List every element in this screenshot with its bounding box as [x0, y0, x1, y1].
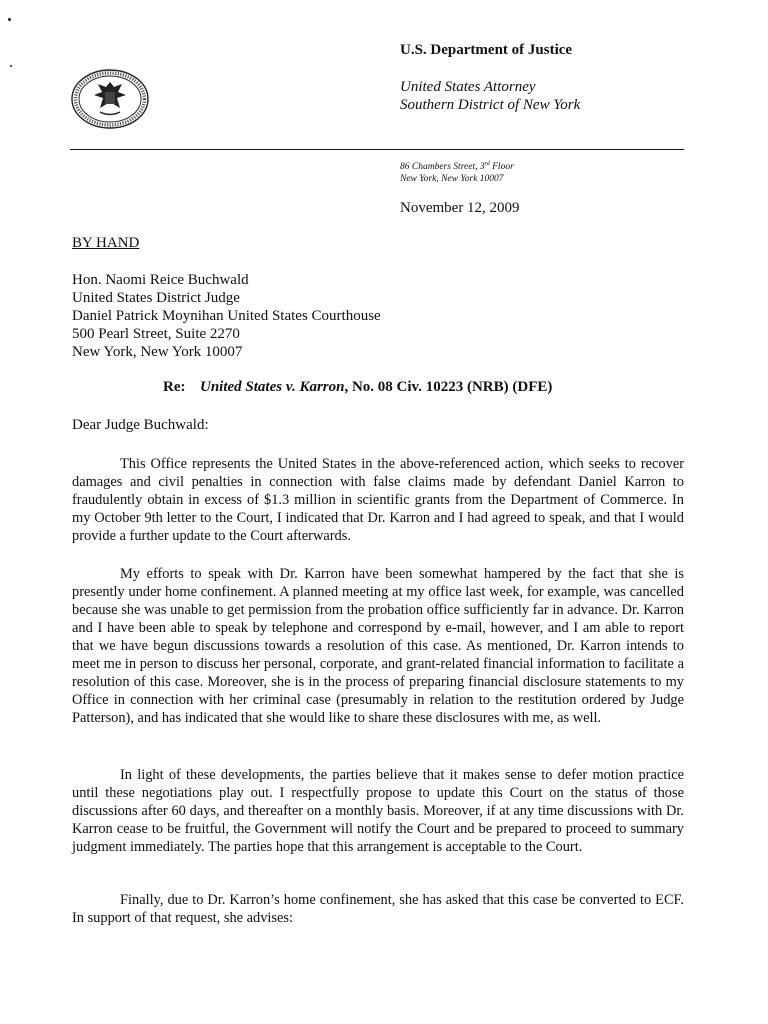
recipient-line: New York, New York 10007 [72, 344, 243, 360]
body-paragraph: In light of these developments, the parties believe that it makes sense to defer motion practice until these negotiations play out. I respectfully propose to update this Court on the status of those discussions after 60 days, and thereafter on a monthly basis. Moreover, if at any time discussions with Dr. Karron cease to be fruitful, the Government will notify the Court and be prepared to proceed to summary judgment immediately. The parties hope that this arrangement is acceptable to the Court. [72, 767, 684, 855]
body-paragraph: This Office represents the United States in the above-referenced action, which seeks to recover damages and civil penalties in connection with false claims made by defendant Daniel Karron to fraudulently obtain in excess of $1.3 million in scientific grants from the Department of Commerce. In my October 9th letter to the Court, I indicated that Dr. Karron and I had agreed to speak, and that I would provide a further update to the Court afterwards. [72, 456, 684, 544]
body-paragraph: Finally, due to Dr. Karron’s home confinement, she has asked that this case be converted to ECF. In support of that request, she advises: [72, 892, 684, 926]
office-street-address [400, 161, 514, 172]
recipient-line: Daniel Patrick Moynihan United States Courthouse [72, 308, 381, 324]
address-floor: Floor [489, 162, 514, 173]
doj-seal [70, 68, 150, 130]
re-label: Re: [163, 379, 186, 395]
office-district: Southern District of New York [400, 97, 581, 113]
office-title: United States Attorney [400, 79, 536, 95]
office-city-address: New York, New York 10007 [400, 174, 504, 184]
case-number: , No. 08 Civ. 10223 (NRB) (DFE) [344, 379, 553, 395]
body-paragraph: My efforts to speak with Dr. Karron have been somewhat hampered by the fact that she is presently under home confinement. A planned meeting at my office last week, for example, was cancelled because she was unable to get permission from the probation office sufficiently far in advance. Dr. Karron and I have been able to speak by telephone and correspond by e-mail, however, and I am able to report that we have begun discussions towards a resolution of this case. As mentioned, Dr. Karron intends to meet me in person to discuss her personal, corporate, and grant-related financial information to facilitate a resolution of this case. Moreover, she is in the process of preparing financial disclosure statements to my Office in connection with her criminal case (presumably in relation to the restitution ordered by Judge Patterson), and has indicated that she would like to share these disclosures with me, as well. [72, 566, 684, 726]
subject-line [163, 379, 552, 396]
recipient-address-block [72, 271, 381, 361]
scan-speck [8, 18, 11, 21]
salutation: Dear Judge Buchwald: [72, 417, 209, 433]
letter-date: November 12, 2009 [400, 200, 520, 216]
delivery-method: BY HAND [72, 235, 140, 251]
recipient-line: Hon. Naomi Reice Buchwald [72, 272, 249, 288]
address-street: 86 Chambers Street, 3 [400, 162, 485, 173]
letterhead-divider [70, 149, 684, 150]
scan-speck [10, 65, 12, 67]
recipient-line: 500 Pearl Street, Suite 2270 [72, 326, 240, 342]
doj-seal-icon [70, 68, 150, 130]
agency-name: U.S. Department of Justice [400, 42, 573, 58]
case-caption: United States v. Karron [200, 379, 345, 395]
recipient-line: United States District Judge [72, 290, 240, 306]
address-ordinal: rd [484, 161, 490, 167]
